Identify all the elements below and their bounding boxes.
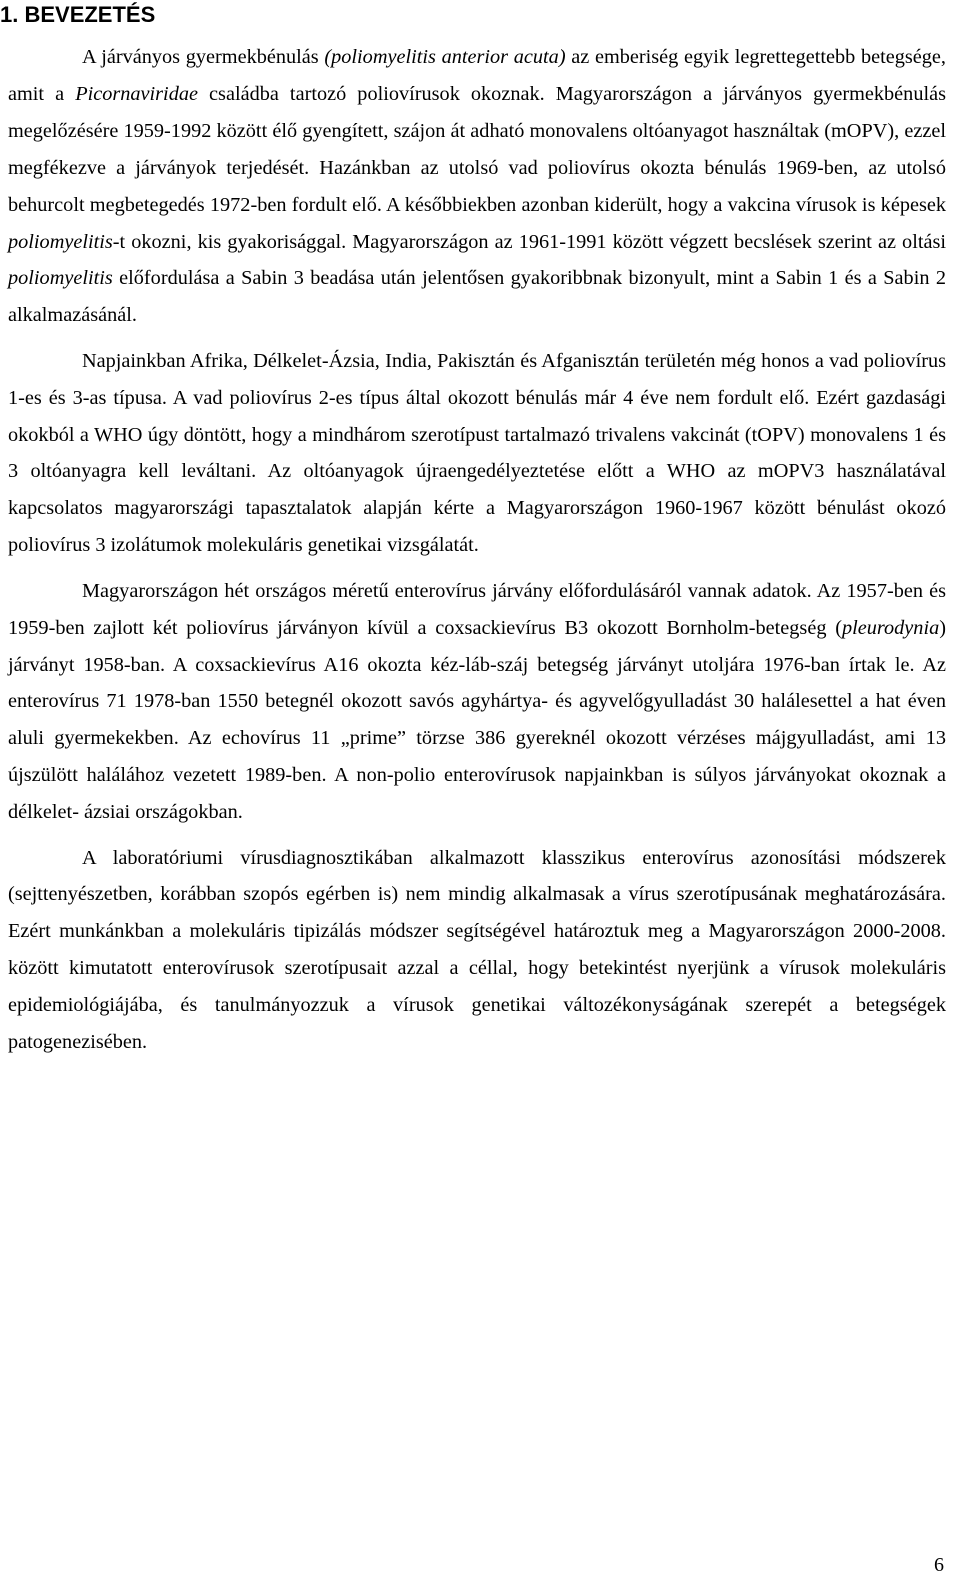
paragraph-1-italic-latin-name: (poliomyelitis anterior acuta)	[324, 46, 566, 68]
paragraph-1-italic-family-name: Picornaviridae	[75, 82, 198, 105]
paragraph-1	[8, 39, 946, 334]
paragraph-1-text-2: az emberiség egyik legrettegettebb betegsége, amit a	[8, 46, 946, 105]
page-number: 6	[934, 1554, 944, 1576]
paragraph-3-text-1: Magyarországon hét országos méretű enterovírus járvány előfordulásáról vannak adatok. Az 1957-ben és 1959-ben zajlott két poliovírus járványon kívül a coxsackievírus B3 okozott Bornholm-betegség (	[8, 579, 946, 639]
paragraph-3-italic-term: pleurodynia	[841, 616, 940, 639]
section-heading: 1. BEVEZETÉS	[0, 2, 156, 27]
paragraph-4: A laboratóriumi vírusdiagnosztikában alkalmazott klasszikus enterovírus azonosítási módszerek (sejttenyészetben, korábban szopós egérben is) nem mindig alkalmasak a vírus szerotípusának meghatározására. Ezért munkánkban a molekuláris tipizálás módszer segítségével határoztuk meg a Magyarországon 2000-2008. között kimutatott enterovírusok szerotípusait azzal a céllal, hogy betekintést nyerjünk a vírusok molekuláris epidemiológiájába, és tanulmányozzuk a vírusok genetikai változékonyságának szerepét a betegségek patogenezisében.	[8, 846, 946, 1054]
paragraph-3-text-2: ) járványt 1958-ban. A coxsackievírus A16 okozta kéz-láb-száj betegség járványt utoljára 1976-ban írtak le. Az enterovírus 71 1978-ban 1550 betegnél okozott savós agyhártya- és agyvelőgyulladást 30 halálesettel a hat éven aluli gyermekekben. Az echovírus 11 „prime” törzse 386 gyereknél okozott vérzéses májgyulladást, ami 13 újszülött halálához vezetett 1989-ben. A non-polio enterovírusok napjainkban is súlyos járványokat okoznak a délkelet- ázsiai országokban.	[8, 616, 946, 824]
paragraph-1-text-3: családba tartozó poliovírusok okoznak. Magyarországon a járványos gyermekbénulás megelőzésére 1959-1992 között élő gyengített, szájon át adható monovalens oltóanyagot használtak (mOPV), ezzel megfékezve a járványok terjedését. Hazánkban az utolsó vad poliovírus okozta bénulás 1969-ben, az utolsó behurcolt megbetegedés 1972-ben fordult elő. A későbbiekben azonban kiderült, hogy a vakcina vírusok is képesek	[8, 82, 946, 216]
paragraph-1-text-5: előfordulása a Sabin 3 beadása után jelentősen gyakoribbnak bizonyult, mint a Sabin 1 és a Sabin 2 alkalmazásánál.	[8, 267, 946, 327]
paragraph-1-italic-term-2: poliomyelitis	[8, 267, 113, 290]
paragraph-1-text-1: A járványos gyermekbénulás	[82, 46, 325, 68]
paragraph-1-italic-term-1: poliomyelitis	[8, 230, 113, 253]
body-text	[8, 39, 946, 1061]
paragraph-3	[8, 573, 946, 831]
paragraph-1-text-4: -t okozni, kis gyakorisággal. Magyarországon az 1961-1991 között végzett becslések szerint az oltási	[112, 230, 946, 253]
paragraph-2: Napjainkban Afrika, Délkelet-Ázsia, India, Pakisztán és Afganisztán területén még honos a vad poliovírus 1-es és 3-as típusa. A vad poliovírus 2-es típus által okozott bénulás már 4 éve nem fordult elő. Ezért gazdasági okokból a WHO úgy döntött, hogy a mindhárom szerotípust tartalmazó trivalens vakcinát (tOPV) monovalens 1 és 3 oltóanyagra kell leváltani. Az oltóanyagok újraengedélyeztetése előtt a WHO az mOPV3 használatával kapcsolatos magyarországi tapasztalatok alapján kérte a Magyarországon 1960-1967 között bénulást okozó poliovírus 3 izolátumok molekuláris genetikai vizsgálatát.	[8, 349, 946, 557]
